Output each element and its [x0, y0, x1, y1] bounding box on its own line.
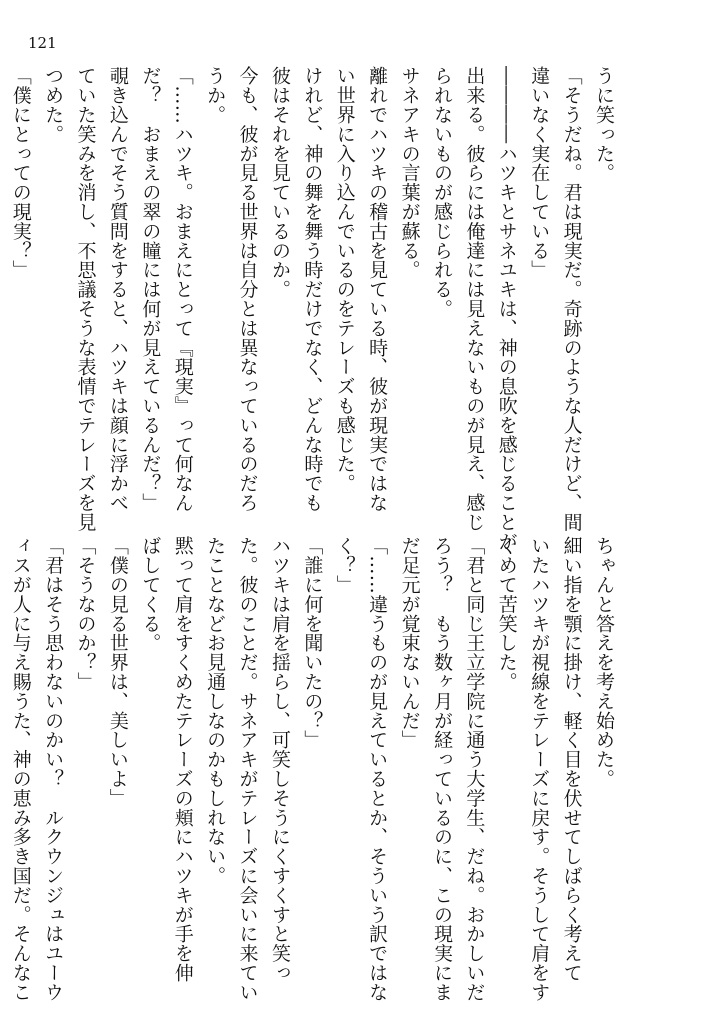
text-line: 「そうだね。君は現実だ。奇跡のような人だけど、間: [560, 66, 583, 532]
text-line: うに笑った。: [593, 66, 615, 183]
text-line: 細い指を顎に掛け、軽く目を伏せてしばらく考えて: [560, 536, 583, 983]
text-line: ていた笑みを消し、不思議そうな表情でテレーズを見: [74, 66, 97, 532]
text-line: けれど、神の舞を舞う時だけでなく、どんな時でも: [301, 66, 324, 513]
text-line: だ足元が覚束ないんだ」: [398, 536, 421, 750]
text-line: 「……ハツキ。おまえにとって『現実』って何なん: [171, 66, 194, 513]
text-line: ろう？ もう数ヶ月が経っているのに、この現実にま: [430, 536, 453, 1002]
text-line: いたハツキが視線をテレーズに戻す。そうして肩をす: [528, 536, 551, 1002]
text-line: うか。: [204, 66, 227, 125]
text-block-upper: [9, 66, 620, 551]
text-line: られないものが感じられる。: [430, 66, 453, 319]
text-line: 違いなく実在している」: [528, 66, 551, 280]
text-line: サネアキの言葉が蘇る。: [398, 66, 421, 280]
text-line: く？」: [333, 536, 356, 595]
text-line: 「そうなのか？」: [74, 536, 97, 692]
text-block-lower: [9, 536, 620, 1002]
text-line: 「僕の見る世界は、美しいよ」: [106, 536, 129, 808]
text-line: ばしてくる。: [139, 536, 162, 653]
text-line: ――――ハツキとサネユキは、神の息吹を感じることが: [495, 66, 518, 551]
text-line: 今も、彼が見る世界は自分とは異なっているのだろ: [236, 66, 259, 513]
page-number: 121: [28, 34, 57, 52]
text-line: い世界に入り込んでいるのをテレーズも感じた。: [333, 66, 356, 493]
text-line: [0, 66, 4, 508]
text-line: 「僕にとっての現実？」: [9, 66, 32, 280]
text-line: 覗き込んでそう質問をすると、ハツキは顔に浮かべ: [106, 66, 129, 513]
text-line: たことなどお見通しなのかもしれない。: [204, 536, 227, 886]
text-line: ちゃんと答えを考え始めた。: [593, 536, 615, 789]
text-line: つめた。: [42, 66, 65, 144]
text-line: くめて苦笑した。: [495, 536, 518, 692]
text-line: だ？ おまえの翠の瞳には何が見えているんだ？」: [139, 66, 162, 513]
text-line: 彼はそれを見ているのか。: [268, 66, 291, 299]
text-line: 「君はそう思わないのかい？ ルクウンジュはユーウ: [42, 536, 65, 1002]
text-line: ィスが人に与え賜うた、神の恵み多き国だ。そんなこ: [9, 536, 32, 1002]
text-line: 「……違うものが見えているとか、そういう訳ではな: [366, 536, 389, 1002]
text-line: 「君と同じ王立学院に通う大学生、だね。おかしいだ: [463, 536, 486, 1002]
text-line: 離れでハツキの稽古を見ている時、彼が現実ではな: [366, 66, 389, 513]
text-line: 「誰に何を聞いたの？」: [301, 536, 324, 750]
text-line: 黙って肩をすくめたテレーズの頬にハツキが手を伸: [171, 536, 194, 983]
text-line: た。彼のことだ。サネアキがテレーズに会いに来てい: [236, 536, 259, 1002]
text-line: 出来る。彼らには俺達には見えないものが見え、感じ: [463, 66, 486, 532]
text-line: ハツキは肩を揺らし、可笑しそうにくすくすと笑っ: [268, 536, 291, 983]
